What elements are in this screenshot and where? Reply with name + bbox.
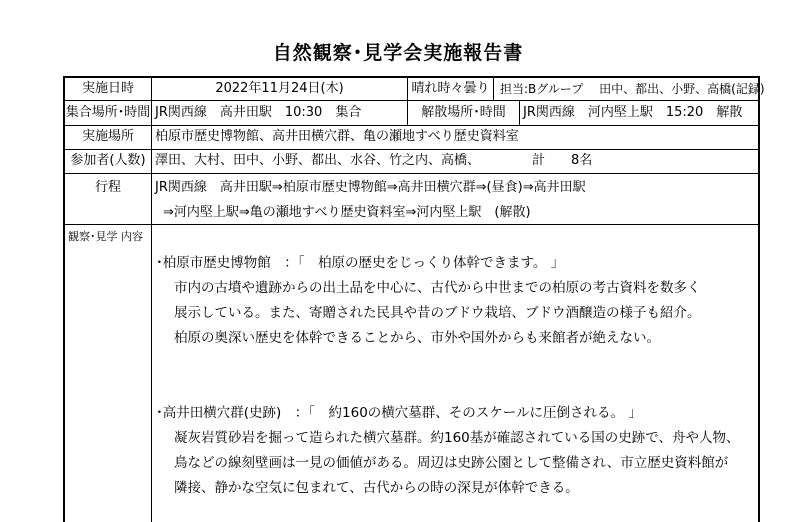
place-label: 実施場所 (81, 129, 134, 144)
content-label: 観察･見学 内容 (68, 230, 143, 243)
participants-value: 澤田、大村、田中、小野、都出、水谷、竹之内、高橋、 (155, 153, 481, 168)
staff-value: 担当:Bグループ 田中、都出、小野、高橋(記録) (500, 82, 765, 96)
section-heading-museum: ･柏原市歴史博物館 ：「 柏原の歴史をじっくり体幹できます。 」 (156, 255, 565, 271)
label-column-divider (151, 76, 152, 522)
table-border-top (63, 76, 760, 78)
dismiss-value: JR関西線 河内堅上駅 15:20 解散 (523, 105, 743, 120)
cell-divider (519, 100, 520, 125)
meet-label: 集合場所･時間 (65, 105, 151, 120)
route-line-2: ⇒河内堅上駅⇒亀の瀬地すべり歴史資料室⇒河内堅上駅 (解散) (163, 205, 531, 220)
route-line-1: JR関西線 高井田駅⇒柏原市歴史博物館⇒高井田横穴群⇒(昼食)⇒高井田駅 (155, 180, 586, 195)
date-value: 2022年11月24日(木) (215, 81, 344, 96)
route-label: 行程 (94, 180, 121, 195)
row-divider (63, 149, 760, 150)
section-heading-tombs: ･高井田横穴群(史跡) ：「 約160の横穴墓群、そのスケールに圧倒される。 」 (156, 405, 642, 421)
section-text-line: 展示している。また、寄贈された民具や昔のブドウ栽培、ブドウ酒醸造の様子も紹介。 (174, 305, 701, 321)
cell-divider (493, 76, 494, 101)
page-title: 自然観察･見学会実施報告書 (272, 42, 524, 64)
participants-total: 計 8名 (532, 153, 593, 168)
weather-value: 晴れ時々曇り (411, 81, 490, 96)
row-divider (63, 125, 760, 126)
row-divider (63, 173, 760, 174)
dismiss-label: 解散場所･時間 (421, 105, 506, 120)
meet-value: JR関西線 高井田駅 10:30 集合 (155, 105, 362, 120)
date-label: 実施日時 (81, 81, 134, 96)
section-text-line: 柏原の奥深い歴史を体幹できることから、市外や国外からも来館者が絶えない。 (174, 330, 660, 346)
participants-label: 参加者(人数) (70, 153, 146, 168)
table-border-right (758, 76, 760, 522)
row-divider (63, 100, 760, 101)
section-text-line: 凝灰岩質砂岩を掘って造られた横穴墓群。約160基が確認されている国の史跡で、舟や人物、 (174, 430, 740, 446)
section-text-line: 市内の古墳や遺跡からの出土品を中心に、古代から中世までの柏原の考古資料を数多く (174, 280, 701, 296)
row-divider (63, 224, 760, 225)
section-text-line: 隣接、静かな空気に包まれて、古代からの時の深見が体幹できる。 (174, 480, 579, 496)
place-value: 柏原市歴史博物館、高井田横穴群、亀の瀬地すべり歴史資料室 (155, 129, 519, 144)
section-text-line: 鳥などの線刻壁画は一見の価値がある。周辺は史跡公園として整備され、市立歴史資料館が (174, 455, 729, 471)
